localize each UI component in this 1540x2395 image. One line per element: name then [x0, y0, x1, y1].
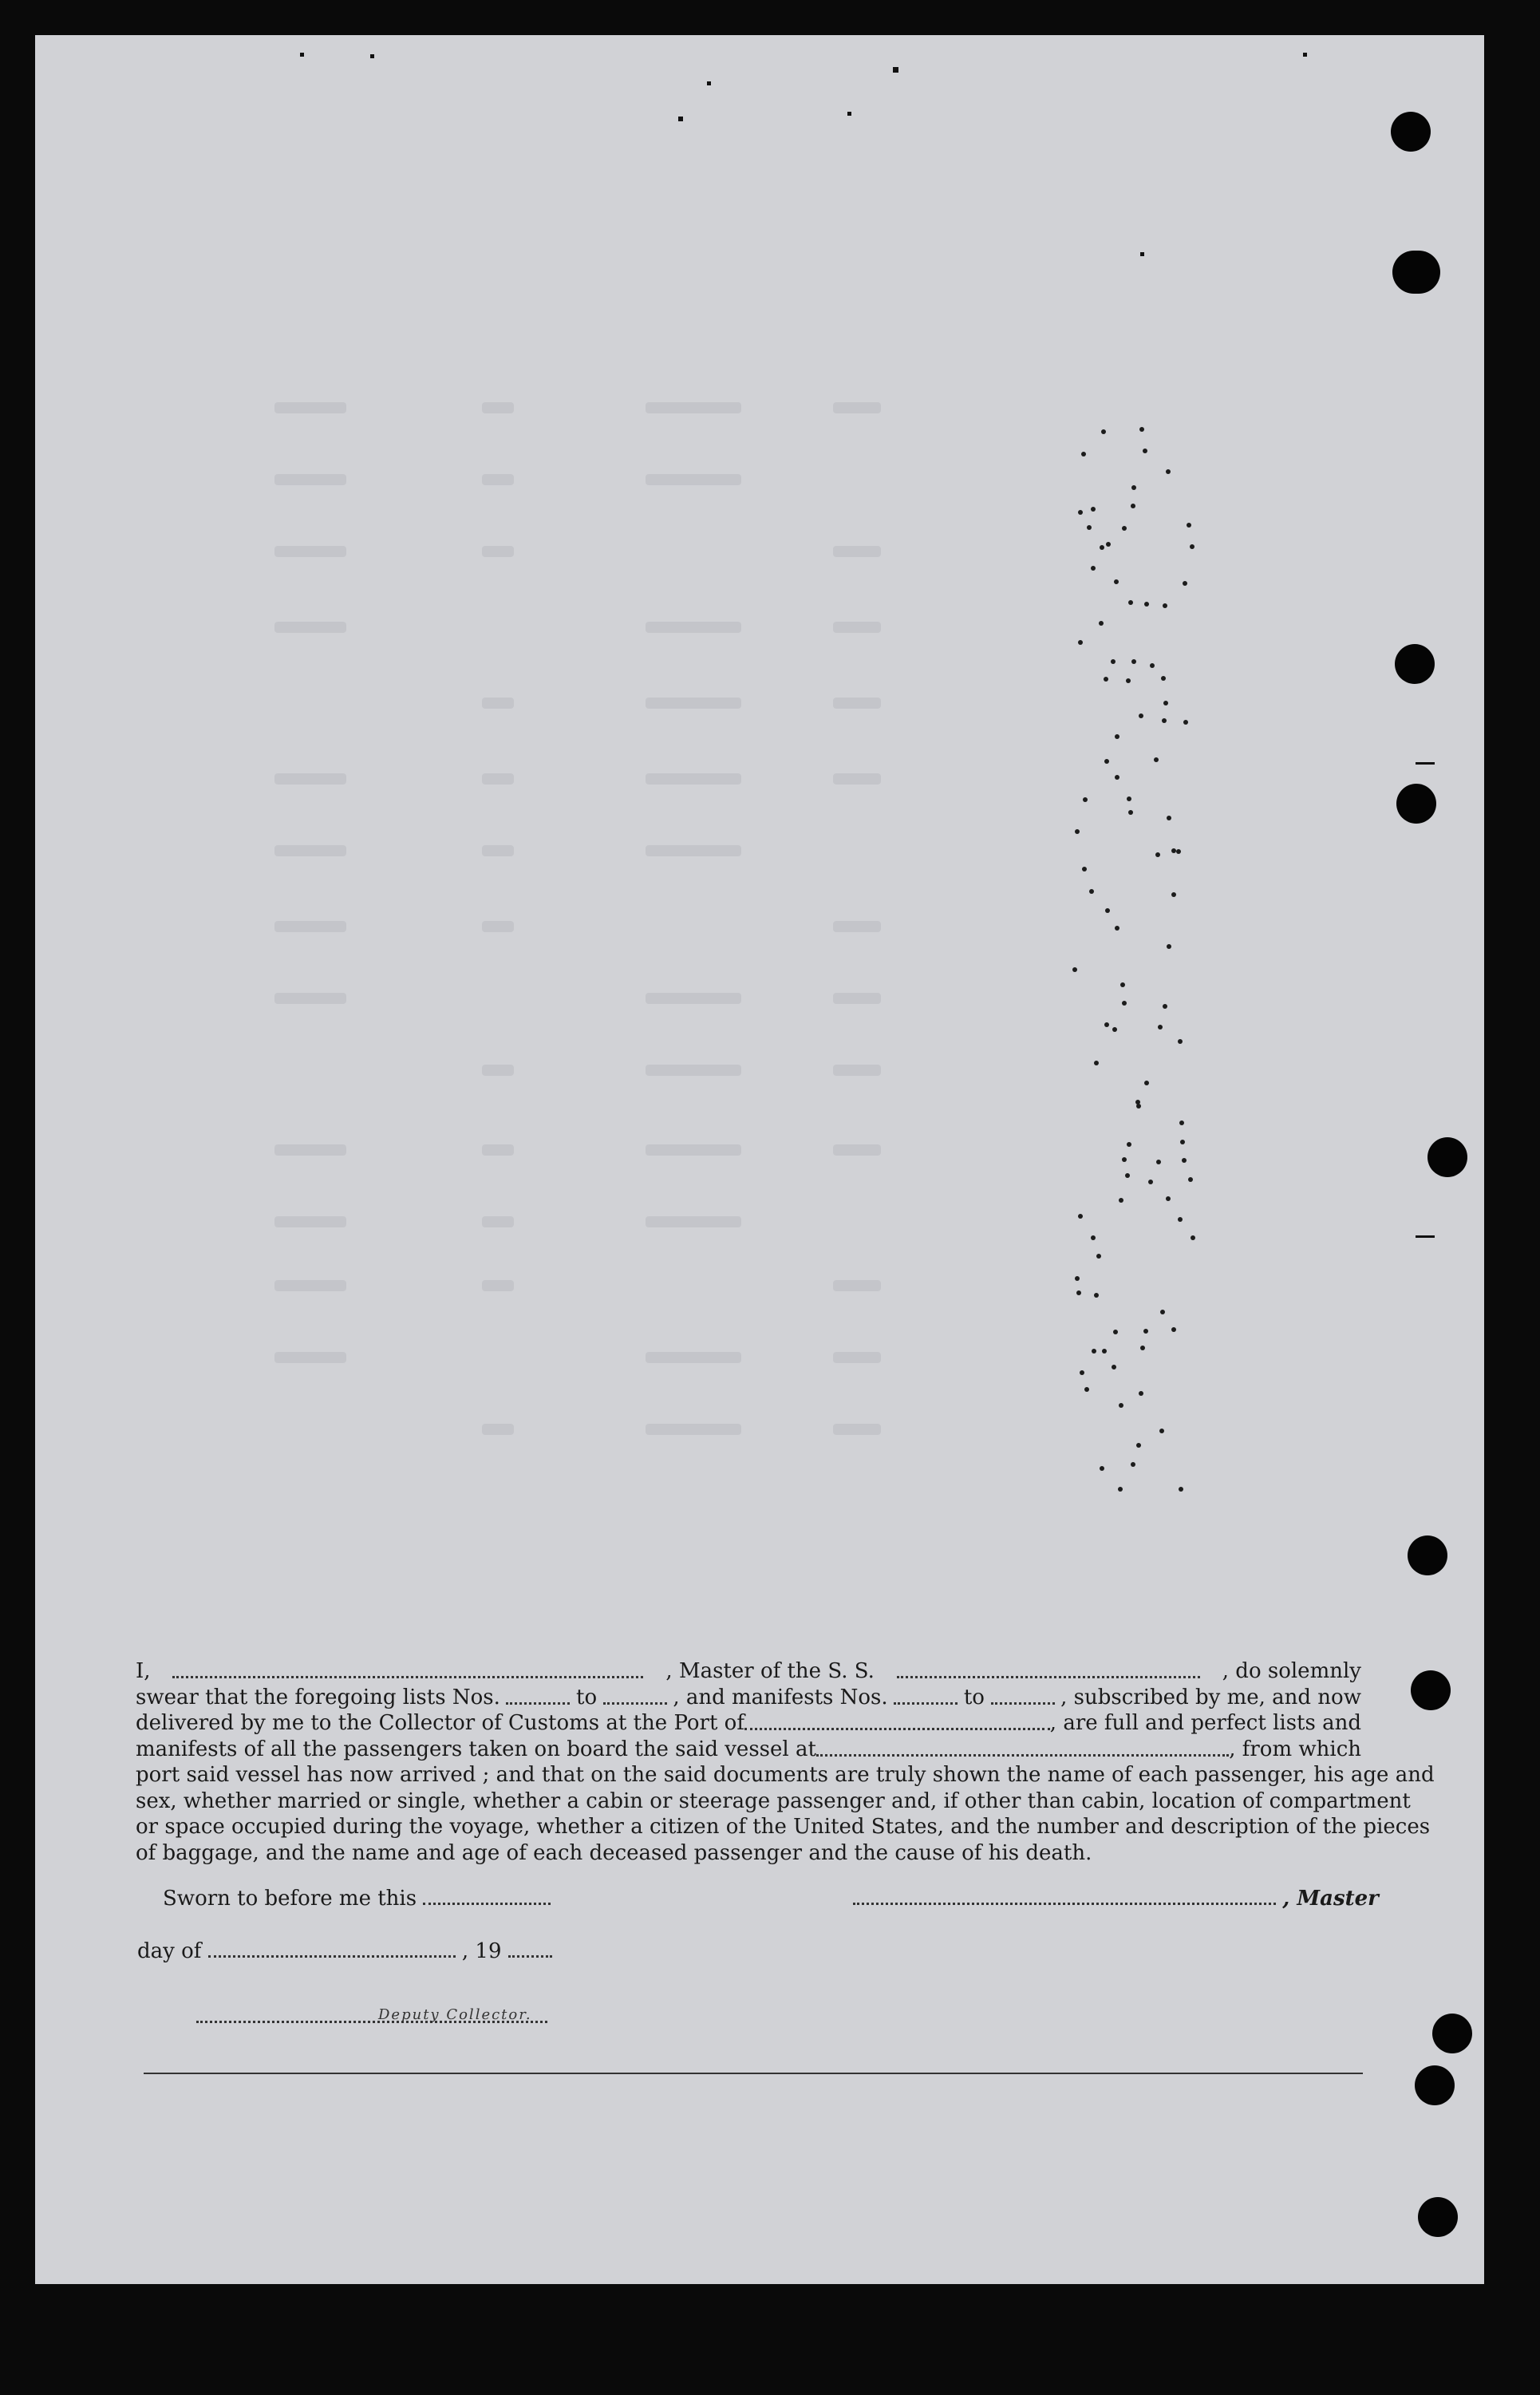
- master-label: , Master: [1282, 1887, 1379, 1911]
- faint-row: [646, 698, 741, 709]
- oath-line: [136, 1840, 1361, 1867]
- manifest-end-blank: [991, 1685, 1055, 1705]
- punch-dot: [1105, 908, 1110, 913]
- punch-dot: [1100, 1466, 1104, 1471]
- punch-dot: [1143, 1329, 1148, 1334]
- punch-dot: [1191, 1235, 1195, 1240]
- punch-dot: [1094, 1061, 1099, 1065]
- year-label: , 19: [461, 1939, 502, 1963]
- punch-dot: [1127, 1142, 1131, 1147]
- faint-row: [646, 402, 741, 413]
- faint-row: [274, 1352, 346, 1363]
- faint-row: [646, 1144, 741, 1156]
- faint-row: [482, 698, 514, 709]
- oath-line: [136, 1788, 1411, 1815]
- day-blank: [208, 1938, 456, 1958]
- punch-dot: [1148, 1180, 1153, 1184]
- faint-row: [274, 402, 346, 413]
- punch-dot: [1122, 1157, 1127, 1162]
- faint-row: [482, 1144, 514, 1156]
- day-row: [137, 1938, 552, 1963]
- punch-dot: [1120, 982, 1125, 987]
- punch-dot: [1140, 1346, 1145, 1350]
- master-oath: [136, 1658, 1435, 1866]
- faint-row: [274, 993, 346, 1004]
- punch-dot: [1167, 816, 1171, 820]
- oath-text: delivered by me to the Collector of Customs at the Port of: [136, 1711, 744, 1735]
- faint-row: [646, 773, 741, 785]
- oath-text: , do solemnly: [1222, 1659, 1361, 1683]
- punch-dot: [1118, 1487, 1123, 1492]
- faint-row: [274, 845, 346, 856]
- punch-dot: [1144, 602, 1149, 607]
- oath-line: [136, 1710, 1361, 1737]
- oath-text: sex, whether married or single, whether a cabin or steerage passenger and, if other than cabin, location of compartment: [136, 1788, 1411, 1813]
- day-label: day of: [137, 1939, 202, 1963]
- punch-dot: [1179, 1120, 1184, 1125]
- punch-dot: [1104, 1022, 1109, 1027]
- faint-row: [833, 773, 881, 785]
- punch-dot: [1139, 427, 1144, 432]
- departure-port-blank: [816, 1737, 1229, 1757]
- punch-hole: [1392, 251, 1440, 294]
- deputy-collector-label: Deputy Collector.: [378, 2006, 532, 2023]
- faint-row: [833, 402, 881, 413]
- faint-row: [833, 993, 881, 1004]
- punch-dot: [1135, 1100, 1140, 1105]
- faint-row: [274, 1144, 346, 1156]
- punch-dot: [1163, 701, 1168, 705]
- punch-dot: [1112, 1365, 1116, 1369]
- faint-row: [482, 402, 514, 413]
- faint-row: [274, 474, 346, 485]
- top-mark: [707, 81, 711, 85]
- list-end-blank: [603, 1685, 667, 1705]
- punch-dot: [1126, 678, 1131, 683]
- punch-dot: [1131, 504, 1135, 508]
- faint-row: [646, 1424, 741, 1435]
- punch-dot: [1127, 796, 1131, 801]
- punch-dot: [1171, 892, 1176, 897]
- oath-text: of baggage, and the name and age of each deceased passenger and the cause of his death.: [136, 1840, 1092, 1865]
- top-mark: [300, 53, 304, 57]
- punch-dot: [1166, 469, 1171, 474]
- faint-row: [482, 1424, 514, 1435]
- punch-dot: [1083, 797, 1088, 802]
- punch-hole: [1432, 2014, 1472, 2053]
- punch-dot: [1155, 852, 1160, 857]
- punch-hole: [1427, 1137, 1467, 1177]
- punch-dot: [1091, 507, 1096, 512]
- punch-dot: [1078, 1214, 1083, 1219]
- punch-dot: [1111, 659, 1116, 664]
- faint-row: [646, 1065, 741, 1076]
- punch-dot: [1089, 889, 1094, 894]
- faint-row: [482, 474, 514, 485]
- punch-dot: [1128, 810, 1133, 815]
- punch-dot: [1125, 1173, 1130, 1178]
- sworn-row: [163, 1885, 551, 1911]
- faint-row: [646, 1216, 741, 1227]
- punch-hole: [1415, 2065, 1455, 2105]
- punch-dot: [1187, 523, 1191, 528]
- punch-dot: [1101, 429, 1106, 434]
- faint-row: [482, 1216, 514, 1227]
- oath-text: , Master of the S. S.: [665, 1659, 875, 1683]
- oath-text: I,: [136, 1659, 151, 1683]
- punch-dot: [1183, 720, 1188, 725]
- bottom-rule: [144, 2073, 1363, 2074]
- top-mark: [1140, 252, 1144, 256]
- punch-dot: [1176, 849, 1181, 854]
- punch-dot: [1158, 1025, 1163, 1030]
- oath-text: or space occupied during the voyage, whether a citizen of the United States, and the number and description of the pieces: [136, 1815, 1431, 1839]
- margin-mark: [1416, 762, 1435, 765]
- sworn-label: Sworn to before me this: [163, 1887, 417, 1911]
- punch-dot: [1119, 1403, 1123, 1408]
- punch-dot: [1131, 485, 1136, 490]
- faint-row: [646, 1352, 741, 1363]
- oath-text: to: [963, 1685, 985, 1709]
- punch-dot: [1171, 1327, 1176, 1332]
- oath-line: [136, 1737, 1361, 1763]
- master-name-blank: [172, 1658, 643, 1678]
- punch-dot: [1099, 621, 1104, 626]
- oath-line: [136, 1814, 1431, 1840]
- punch-dot: [1115, 775, 1119, 780]
- punch-dot: [1104, 677, 1108, 682]
- punch-hole: [1418, 2197, 1458, 2237]
- punch-dot: [1128, 600, 1133, 605]
- punch-dot: [1104, 759, 1109, 764]
- punch-dot: [1096, 1254, 1101, 1259]
- punch-dot: [1081, 452, 1086, 456]
- punch-dot: [1163, 603, 1167, 608]
- top-mark: [678, 117, 683, 121]
- faint-row: [833, 546, 881, 557]
- punch-dot: [1166, 1196, 1171, 1201]
- punch-dot: [1167, 944, 1171, 949]
- punch-dot: [1131, 1462, 1135, 1467]
- top-mark: [370, 54, 374, 58]
- top-mark: [1303, 53, 1307, 57]
- punch-dot: [1136, 1443, 1141, 1448]
- punch-dot: [1160, 1310, 1165, 1314]
- punch-hole: [1396, 784, 1436, 824]
- punch-dot: [1115, 734, 1119, 739]
- punch-hole: [1411, 1670, 1451, 1710]
- master-signature-blank: [853, 1885, 1276, 1905]
- oath-line: [136, 1685, 1361, 1711]
- ship-name-blank: [897, 1658, 1200, 1678]
- faint-row: [274, 773, 346, 785]
- punch-hole: [1408, 1535, 1447, 1575]
- punch-dot: [1183, 581, 1187, 586]
- punch-dot: [1084, 1387, 1089, 1392]
- punch-hole: [1395, 644, 1435, 684]
- punch-dot: [1082, 867, 1087, 871]
- top-mark: [893, 67, 898, 73]
- punch-dot: [1122, 526, 1127, 531]
- punch-dot: [1075, 1276, 1080, 1281]
- punch-dot: [1162, 718, 1167, 723]
- faint-row: [274, 1280, 346, 1291]
- punch-dot: [1154, 757, 1159, 762]
- punch-dot: [1156, 1160, 1161, 1164]
- punch-dot: [1139, 713, 1143, 718]
- faint-row: [646, 993, 741, 1004]
- list-start-blank: [506, 1685, 570, 1705]
- oath-line: [136, 1762, 1435, 1788]
- faint-row: [646, 845, 741, 856]
- punch-dot: [1150, 663, 1155, 668]
- faint-row: [482, 1065, 514, 1076]
- punch-dot: [1159, 1429, 1164, 1433]
- oath-text: swear that the foregoing lists Nos.: [136, 1685, 500, 1709]
- punch-dot: [1131, 659, 1136, 664]
- punch-dot: [1106, 542, 1111, 547]
- punch-dot: [1091, 1235, 1096, 1240]
- punch-dot: [1102, 1349, 1107, 1354]
- punch-dot: [1078, 510, 1083, 515]
- faint-row: [482, 773, 514, 785]
- punch-dot: [1179, 1487, 1183, 1492]
- punch-dot: [1178, 1039, 1183, 1044]
- punch-dot: [1114, 579, 1119, 584]
- faint-row: [833, 1280, 881, 1291]
- punch-dot: [1182, 1158, 1187, 1163]
- faint-row: [833, 1144, 881, 1156]
- punch-dot: [1092, 1349, 1096, 1354]
- punch-dot: [1163, 1004, 1167, 1009]
- punch-dot: [1100, 545, 1104, 550]
- punch-dot: [1076, 1290, 1081, 1295]
- punch-dot: [1143, 449, 1147, 453]
- punch-dot: [1190, 544, 1194, 549]
- punch-hole: [1391, 112, 1431, 152]
- faint-row: [274, 622, 346, 633]
- faint-row: [274, 546, 346, 557]
- oath-text: manifests of all the passengers taken on board the said vessel at: [136, 1737, 816, 1761]
- punch-dot: [1119, 1198, 1123, 1203]
- punch-dot: [1078, 640, 1083, 645]
- oath-text: , from which: [1229, 1737, 1361, 1761]
- punch-dot: [1072, 967, 1077, 972]
- port-blank: [744, 1710, 1050, 1730]
- punch-dot: [1113, 1330, 1118, 1334]
- punch-dot: [1075, 829, 1080, 834]
- punch-dot: [1115, 926, 1119, 931]
- faint-row: [833, 1352, 881, 1363]
- faint-row: [274, 1216, 346, 1227]
- faint-row: [482, 845, 514, 856]
- punch-dot: [1171, 848, 1176, 853]
- oath-text: port said vessel has now arrived ; and that on the said documents are truly shown the name of each passenger, his age and: [136, 1763, 1435, 1787]
- faint-row: [274, 921, 346, 932]
- punch-dot: [1087, 525, 1092, 530]
- punch-dot: [1188, 1177, 1193, 1182]
- faint-row: [646, 622, 741, 633]
- document-page: [35, 35, 1484, 2284]
- sworn-date-blank: [423, 1885, 551, 1905]
- punch-dot: [1144, 1081, 1149, 1085]
- faint-row: [482, 546, 514, 557]
- faint-row: [833, 921, 881, 932]
- punch-dot: [1122, 1001, 1127, 1006]
- oath-text: , and manifests Nos.: [673, 1685, 888, 1709]
- top-mark: [847, 112, 851, 116]
- margin-mark: [1416, 1235, 1435, 1238]
- punch-dot: [1180, 1140, 1185, 1144]
- punch-dot: [1139, 1391, 1143, 1396]
- punch-dot: [1091, 566, 1096, 571]
- punch-dot: [1080, 1370, 1084, 1375]
- master-signature-row: [853, 1885, 1379, 1911]
- punch-dot: [1094, 1293, 1099, 1298]
- punch-dot: [1112, 1027, 1117, 1032]
- faint-row: [646, 474, 741, 485]
- faint-row: [482, 1280, 514, 1291]
- manifest-start-blank: [894, 1685, 958, 1705]
- oath-text: , subscribed by me, and now: [1060, 1685, 1361, 1709]
- punch-dot: [1161, 676, 1166, 681]
- oath-line: [136, 1658, 1361, 1685]
- faint-row: [833, 1065, 881, 1076]
- oath-text: to: [576, 1685, 598, 1709]
- oath-text: , are full and perfect lists and: [1049, 1711, 1361, 1735]
- faint-row: [482, 921, 514, 932]
- punch-dot: [1178, 1217, 1183, 1222]
- faint-row: [833, 1424, 881, 1435]
- year-blank: [508, 1938, 552, 1958]
- faint-row: [833, 698, 881, 709]
- faint-row: [833, 622, 881, 633]
